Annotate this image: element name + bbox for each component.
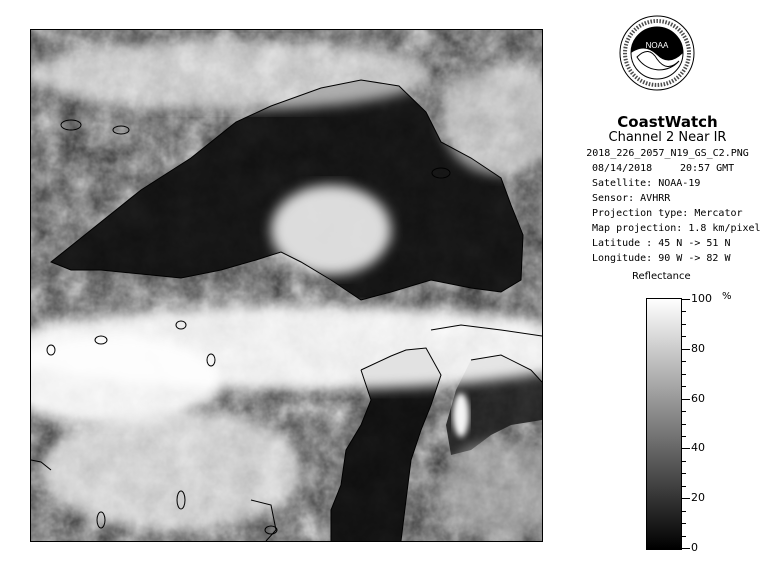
- acquisition-time: 20:57 GMT: [680, 163, 735, 174]
- filename: 2018_226_2057_N19_GS_C2.PNG: [586, 148, 749, 159]
- satellite-image: [30, 29, 543, 542]
- colorbar-tick: [682, 486, 686, 487]
- colorbar-unit: %: [722, 291, 732, 302]
- colorbar-tick: [682, 461, 686, 462]
- colorbar-label: Reflectance: [632, 271, 691, 282]
- colorbar-tick: [682, 498, 690, 499]
- colorbar-tick-label: 60: [691, 391, 705, 405]
- colorbar-tick: [682, 448, 690, 449]
- colorbar-tick: [682, 349, 690, 350]
- cloud-bright-spot: [453, 393, 469, 437]
- colorbar-tick: [682, 386, 686, 387]
- noaa-logo-text: NOAA: [645, 41, 669, 50]
- cloud-southwest: [41, 410, 301, 530]
- colorbar-tick-label: 80: [691, 341, 705, 355]
- colorbar-tick: [682, 324, 686, 325]
- colorbar-tick-label: 20: [691, 491, 705, 505]
- colorbar-tick: [682, 523, 686, 524]
- colorbar: [646, 298, 682, 550]
- colorbar-tick-label: 0: [691, 541, 698, 554]
- cloud-mass-center: [271, 185, 391, 275]
- longitude-line: Longitude: 90 W -> 82 W: [592, 253, 731, 264]
- acquisition-date: 08/14/2018: [592, 163, 653, 174]
- noaa-logo: [619, 15, 695, 91]
- channel-subtitle: Channel 2 Near IR: [608, 130, 727, 145]
- colorbar-tick: [682, 436, 686, 437]
- colorbar-tick: [682, 374, 686, 375]
- colorbar-tick-label: 40: [691, 441, 705, 455]
- cloud-north: [31, 40, 431, 110]
- colorbar-tick: [682, 299, 690, 300]
- colorbar-tick: [682, 511, 686, 512]
- app-title: CoastWatch: [617, 113, 718, 131]
- colorbar-tick: [682, 311, 686, 312]
- projection-type-line: Projection type: Mercator: [592, 208, 743, 219]
- colorbar-tick: [682, 336, 686, 337]
- colorbar-tick: [682, 361, 686, 362]
- colorbar-tick: [682, 399, 690, 400]
- satellite-scene: [31, 30, 542, 541]
- colorbar-tick-label: 100: [691, 292, 712, 305]
- colorbar-tick: [682, 536, 686, 537]
- latitude-line: Latitude : 45 N -> 51 N: [592, 238, 731, 249]
- colorbar-tick: [682, 548, 690, 549]
- map-projection-line: Map projection: 1.8 km/pixel: [592, 223, 761, 234]
- colorbar-tick: [682, 424, 686, 425]
- sensor-line: Sensor: AVHRR: [592, 193, 671, 204]
- satellite-line: Satellite: NOAA-19: [592, 178, 701, 189]
- colorbar-tick: [682, 411, 686, 412]
- colorbar-tick: [682, 473, 686, 474]
